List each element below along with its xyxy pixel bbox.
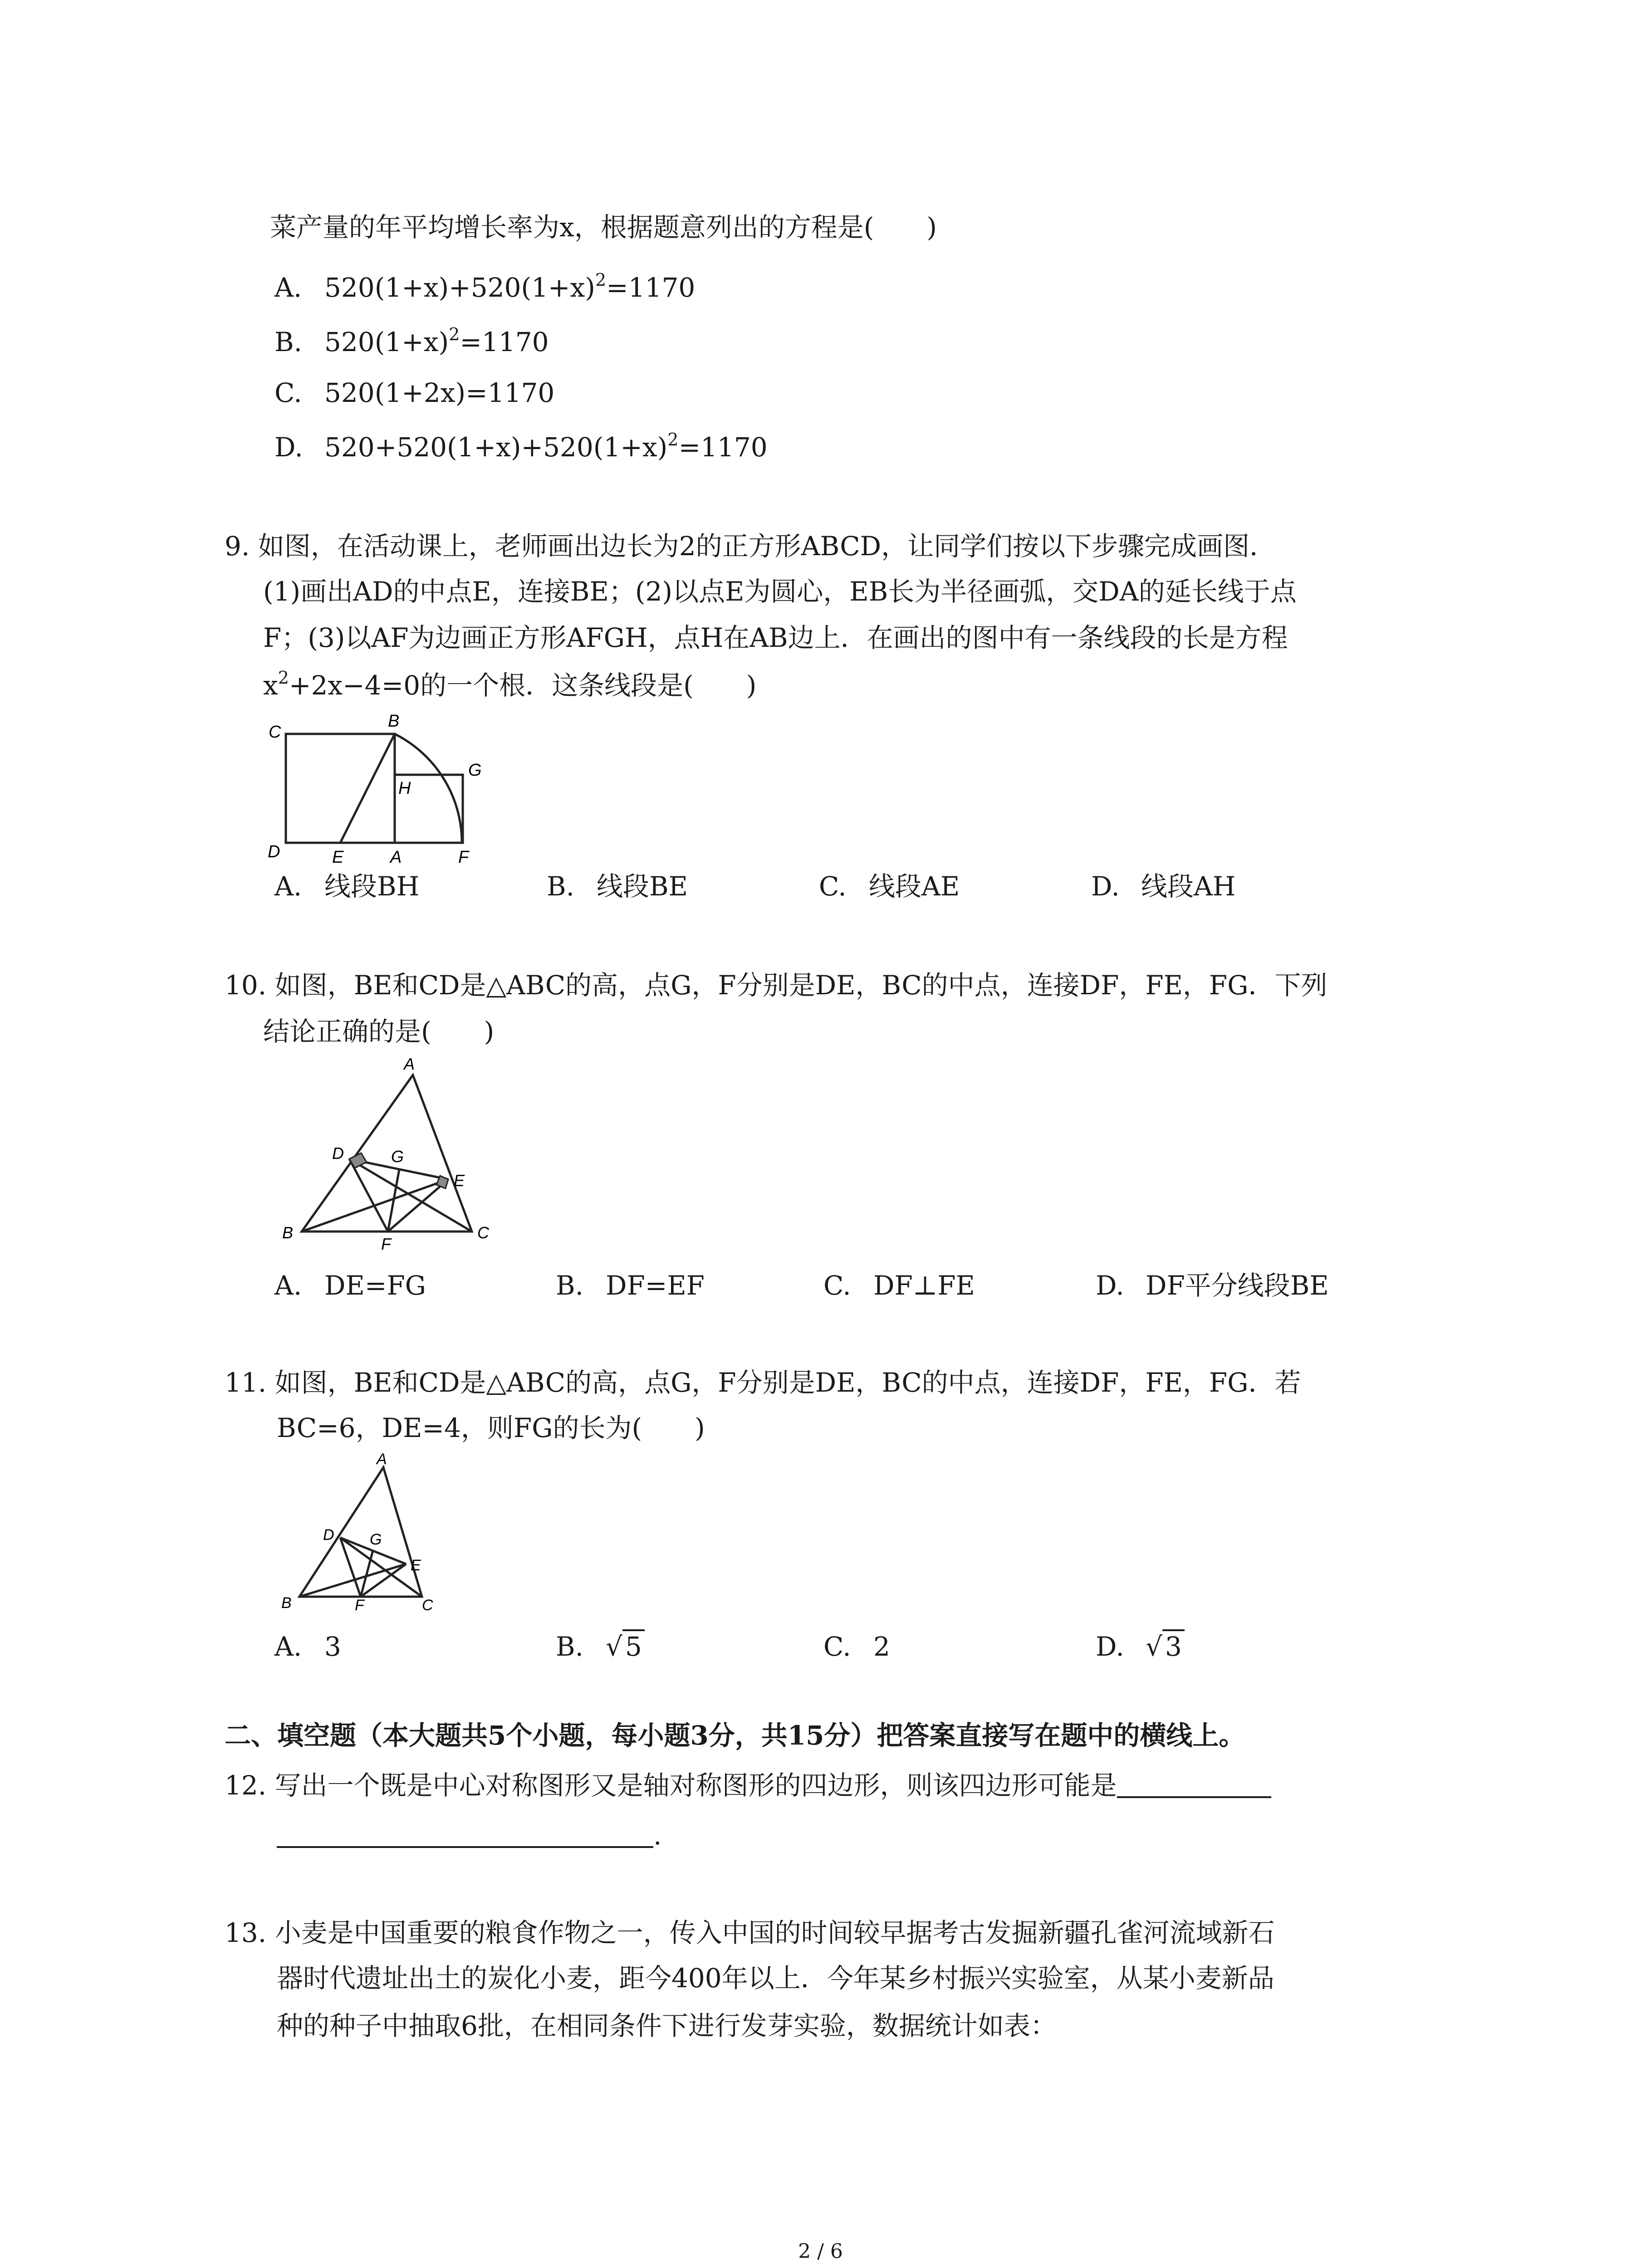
q9-line-3: F；(3)以AF为边画正方形AFGH，点H在AB边上．在画出的图中有一条线段的长是方程 (263, 622, 1288, 653)
q9-option-d: D. 线段AH (1091, 871, 1236, 902)
q11-option-c: C. 2 (823, 1631, 890, 1662)
q10-option-a: A. DE=FG (274, 1270, 426, 1301)
answer-blank-1[interactable] (1117, 1770, 1271, 1798)
label-e: E (454, 1171, 465, 1190)
label-a: A (377, 1452, 387, 1468)
q10-option-d: D. DF平分线段BE (1096, 1270, 1329, 1301)
option-letter: A. (274, 272, 302, 303)
label-c: C (422, 1597, 433, 1614)
q10-option-c: C. DF⊥FE (823, 1270, 975, 1301)
label-b: B (281, 1594, 292, 1612)
segment-be (340, 734, 395, 843)
label-b: B (388, 712, 400, 731)
label-d: D (332, 1144, 344, 1163)
label-f: F (355, 1597, 364, 1614)
sqrt-symbol: √ 3 (1146, 1630, 1185, 1663)
q8-option-d: D. $520+520(1+x)+520(1+x)^2=1170$ (274, 431, 768, 464)
q11-option-b: B. √ 5 (556, 1630, 645, 1663)
segment-df (340, 1538, 361, 1597)
label-a: A (404, 1057, 415, 1073)
q8-option-b: B. $520(1+x)^2=1170$ (274, 326, 549, 359)
q9-option-a: A. 线段BH (274, 871, 420, 902)
label-c: C (477, 1223, 489, 1242)
q10-figure (272, 1057, 499, 1256)
section-2-heading: 二、填空题（本大题共5个小题，每小题3分，共15分）把答案直接写在题中的横线上。 (225, 1720, 1245, 1751)
label-h: H (398, 779, 411, 798)
label-a: A (390, 848, 402, 866)
option-letter: D. (274, 432, 303, 463)
q10-option-b: B. DF=EF (556, 1270, 705, 1301)
page-number: 2 / 6 (798, 2240, 843, 2263)
q11-figure (272, 1452, 445, 1619)
square-abcd (286, 734, 395, 843)
sqrt-symbol: √ 5 (606, 1630, 645, 1663)
label-e: E (332, 848, 344, 866)
label-d: D (268, 842, 280, 861)
option-letter: C. (274, 377, 302, 408)
label-e: E (411, 1557, 421, 1574)
q9-line-2: (1)画出AD的中点E，连接BE；(2)以点E为圆心，EB长为半径画弧，交DA的延长线于点 (263, 576, 1297, 607)
label-c: C (269, 723, 281, 742)
q9-option-c: C. 线段AE (819, 871, 960, 902)
q13-line-3: 种的种子中抽取6批，在相同条件下进行发芽实验，数据统计如表： (277, 2010, 1057, 2041)
q9-figure (259, 712, 495, 866)
q10-line-1: 10. 如图，BE和CD是△ABC的高，点G，F分别是DE，BC的中点，连接DF，FE，FG．下列 (225, 970, 1327, 1001)
q8-option-c: C. 520(1+2x)=1170 (274, 376, 554, 410)
q10-line-2: 结论正确的是( ) (263, 1016, 495, 1047)
label-g: G (468, 761, 482, 780)
q13-line-1: 13. 小麦是中国重要的粮食作物之一，传入中国的时间较早据考古发掘新疆孔雀河流域新石 (225, 1917, 1275, 1948)
q11-option-d: D. √ 3 (1096, 1630, 1185, 1663)
label-b: B (282, 1223, 294, 1242)
q8-stem-tail: 菜产量的年平均增长率为x，根据题意列出的方程是( ) (270, 212, 937, 243)
segment-be (299, 1564, 406, 1597)
option-letter: B. (274, 327, 303, 357)
q12-line-2: . (277, 1819, 661, 1852)
q11-line-1: 11. 如图，BE和CD是△ABC的高，点G，F分别是DE，BC的中点，连接DF，FE，FG．若 (225, 1367, 1301, 1398)
q11-line-2: BC=6，DE=4，则FG的长为( ) (277, 1413, 705, 1443)
q13-line-2: 器时代遗址出土的炭化小麦，距今400年以上．今年某乡村振兴实验室，从某小麦新品 (277, 1963, 1274, 1994)
label-g: G (391, 1147, 404, 1166)
label-g: G (370, 1531, 382, 1548)
q9-option-b: B. 线段BE (547, 871, 688, 902)
answer-blank-2[interactable] (277, 1820, 653, 1848)
q9-line-4: $x^2+2x-4=0$的一个根．这条线段是( ) (263, 668, 757, 701)
label-f: F (381, 1235, 391, 1253)
q12-line-1: 12. 写出一个既是中心对称图形又是轴对称图形的四边形，则该四边形可能是 (225, 1769, 1271, 1802)
q11-option-a: A. 3 (274, 1631, 341, 1662)
label-d: D (323, 1526, 334, 1544)
triangle-abc (302, 1075, 472, 1232)
q8-option-a: A. $520(1+x)+520(1+x)^2=1170$ (274, 271, 695, 304)
q9-line-1: 9. 如图，在活动课上，老师画出边长为2的正方形ABCD，让同学们按以下步骤完成画图． (225, 531, 1276, 562)
label-f: F (458, 848, 469, 866)
